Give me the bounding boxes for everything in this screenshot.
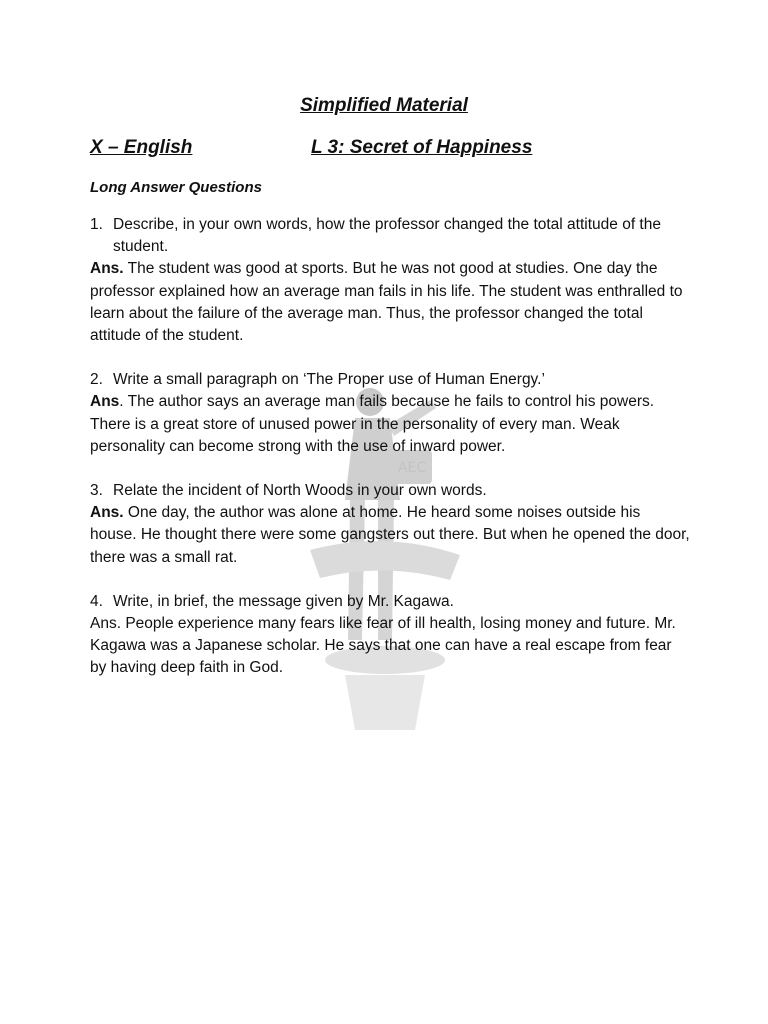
answer bbox=[90, 502, 690, 569]
answer bbox=[90, 613, 690, 680]
answer-label: Ans. bbox=[90, 504, 124, 522]
section-heading: Long Answer Questions bbox=[90, 179, 262, 196]
question-number: 2. bbox=[90, 371, 103, 389]
qa-item-1 bbox=[90, 214, 690, 347]
qa-item-4 bbox=[90, 591, 690, 680]
answer-label: Ans bbox=[90, 393, 120, 411]
question bbox=[90, 480, 690, 502]
answer-text: One day, the author was alone at home. He heard some noises outside his house. He thought there were some gangsters out there. But when he opened the door, there was a small rat. bbox=[90, 504, 690, 566]
answer bbox=[90, 258, 690, 347]
subject-heading: X – English bbox=[90, 137, 193, 158]
question bbox=[90, 369, 690, 391]
page-title: Simplified Material bbox=[300, 95, 468, 116]
question-text: Write, in brief, the message given by Mr. Kagawa. bbox=[113, 592, 454, 610]
answer-label: Ans. bbox=[90, 615, 122, 633]
answer-text: People experience many fears like fear of ill health, losing money and future. Mr. Kagawa was a Japanese scholar. He says that one can have a real escape from fear by having deep faith in God. bbox=[90, 615, 676, 677]
answer-text: . The author says an average man fails because he fails to control his powers. There is a great store of unused power in the personality of every man. Weak personality can become strong with the use of inward power. bbox=[90, 393, 655, 455]
answer bbox=[90, 391, 690, 458]
question bbox=[90, 591, 690, 613]
qa-item-2 bbox=[90, 369, 690, 458]
answer-label: Ans. bbox=[90, 260, 124, 278]
question-text: Describe, in your own words, how the professor changed the total attitude of the student. bbox=[113, 216, 661, 256]
question-number: 1. bbox=[90, 216, 103, 233]
question-text: Write a small paragraph on ‘The Proper use of Human Energy.’ bbox=[113, 371, 545, 389]
answer-text: The student was good at sports. But he was not good at studies. One day the professor explained how an average man fails in his life. The student was enthralled to learn about the failure of the average man. Thus, the professor changed the total attitude of the student. bbox=[90, 260, 683, 345]
lesson-heading: L 3: Secret of Happiness bbox=[311, 137, 533, 158]
qa-list bbox=[90, 214, 690, 702]
watermark-badge-text: AEC bbox=[397, 460, 427, 476]
question bbox=[90, 214, 690, 258]
qa-item-3 bbox=[90, 480, 690, 569]
question-number: 3. bbox=[90, 482, 103, 500]
question-text: Relate the incident of North Woods in your own words. bbox=[113, 482, 487, 500]
question-number: 4. bbox=[90, 592, 103, 610]
